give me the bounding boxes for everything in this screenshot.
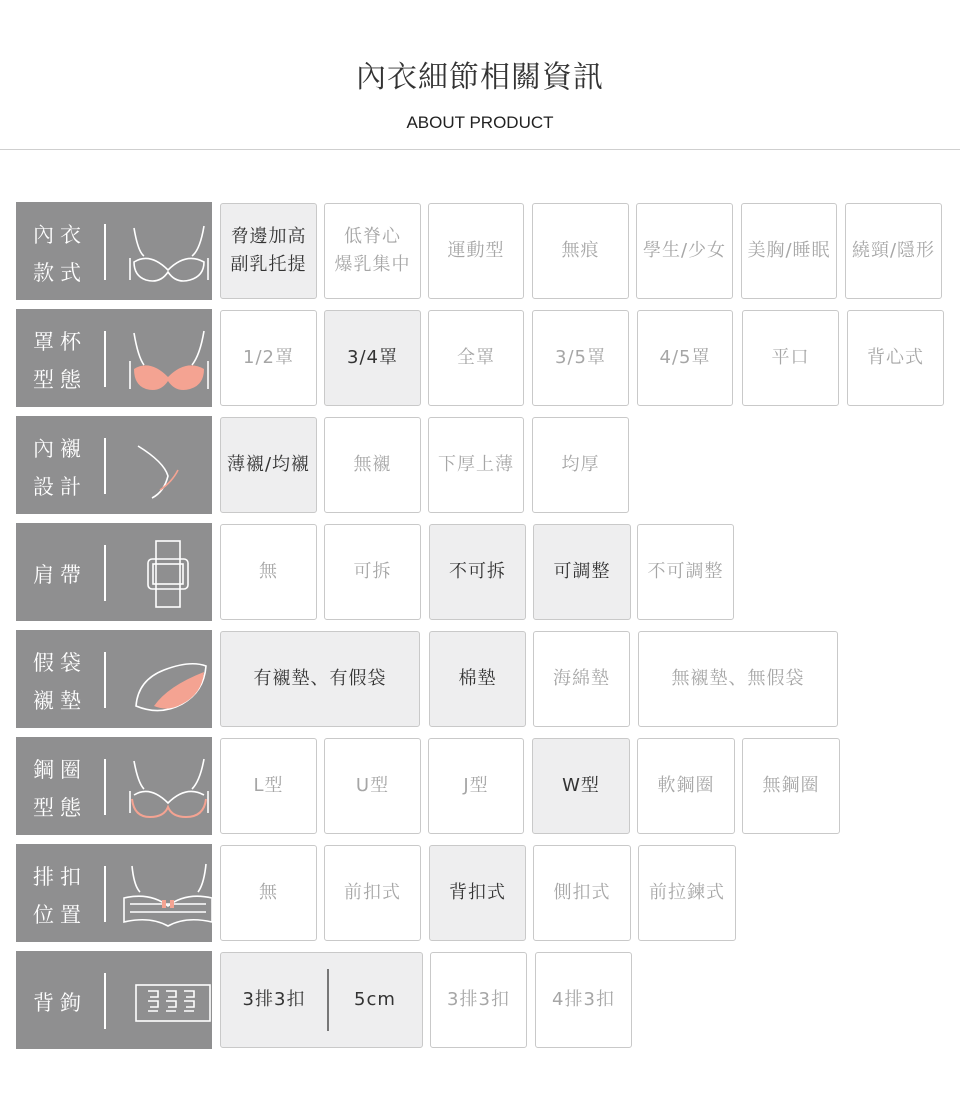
option-cell	[533, 631, 630, 727]
option-cell	[220, 310, 317, 406]
option-cell	[845, 203, 942, 299]
row-header-divider	[104, 759, 106, 815]
option-cell	[428, 310, 524, 406]
row-header	[16, 844, 212, 942]
bra-cup-coverage-icon	[120, 325, 216, 395]
row-header	[16, 737, 212, 835]
option-cell	[638, 631, 838, 727]
option-text: 薄襯/均襯	[226, 454, 311, 475]
row-label: 罩杯	[33, 330, 87, 354]
row-label: 假袋	[33, 651, 87, 675]
option-cell	[847, 310, 944, 406]
page-subtitle: ABOUT PRODUCT	[406, 113, 554, 132]
bra-outline-icon	[120, 218, 216, 288]
option-text: 背扣式	[449, 882, 506, 903]
option-text: J型	[463, 775, 489, 796]
option-cell	[324, 738, 421, 834]
option-cell	[532, 417, 629, 513]
option-cell	[324, 310, 421, 406]
row-header-divider	[104, 652, 106, 708]
option-cell	[220, 845, 317, 941]
row-header	[16, 951, 212, 1049]
option-text: 有襯墊、有假袋	[253, 668, 387, 689]
option-cell	[430, 952, 527, 1048]
option-text: 美胸/睡眠	[747, 240, 831, 261]
page-title: 內衣細節相關資訊	[356, 60, 604, 95]
option-cell	[220, 738, 317, 834]
option-text: 無	[259, 561, 278, 582]
row-header-divider	[104, 331, 106, 387]
option-cell	[428, 738, 524, 834]
option-text: 可調整	[553, 561, 611, 582]
option-text: 運動型	[447, 240, 505, 261]
option-text: U型	[355, 775, 390, 796]
cup-lining-profile-icon	[120, 432, 216, 502]
option-text: 3排3扣	[447, 989, 510, 1010]
option-cell	[742, 310, 839, 406]
option-text: 背心式	[867, 347, 924, 368]
option-text: 1/2罩	[243, 347, 294, 368]
option-cell	[535, 952, 632, 1048]
option-text: 無襯	[353, 454, 392, 475]
option-cell	[638, 845, 736, 941]
row-header	[16, 309, 212, 407]
option-cell	[220, 631, 420, 727]
option-cell	[533, 845, 631, 941]
row-label: 肩帶	[33, 563, 87, 587]
option-text: 前拉鍊式	[649, 882, 725, 903]
option-text: 3/5罩	[555, 347, 606, 368]
option-cell	[429, 524, 526, 620]
option-text: 不可調整	[647, 561, 724, 582]
row-label: 內衣	[33, 223, 87, 247]
row-label: 襯墊	[33, 689, 87, 713]
option-text: 無鋼圈	[762, 775, 820, 796]
clasp-position-icon	[120, 860, 216, 930]
option-text: 下厚上薄	[438, 454, 514, 475]
option-cell	[637, 310, 733, 406]
row-header	[16, 523, 212, 621]
option-text: 平口	[771, 347, 810, 368]
option-cell	[533, 524, 631, 620]
option-text: 棉墊	[458, 668, 497, 689]
row-label: 鋼圈	[33, 758, 87, 782]
row-label: 背鉤	[33, 991, 87, 1015]
back-hook-icon	[120, 967, 216, 1037]
header-divider	[0, 149, 960, 150]
option-text: 可拆	[353, 561, 392, 582]
option-cell	[324, 203, 421, 299]
option-text: 無痕	[561, 240, 600, 261]
row-header-divider	[104, 866, 106, 922]
row-label: 款式	[33, 261, 87, 285]
option-cell	[428, 203, 524, 299]
option-cell	[532, 203, 629, 299]
option-cell	[220, 203, 317, 299]
option-text: 不可拆	[449, 561, 506, 582]
row-label: 內襯	[33, 437, 87, 461]
row-label: 位置	[33, 903, 87, 927]
row-label: 型態	[33, 368, 87, 392]
option-text: 海綿墊	[553, 668, 610, 689]
option-cell	[636, 203, 733, 299]
underwire-icon	[120, 753, 216, 823]
option-text: 4/5罩	[659, 347, 711, 368]
row-header-divider	[104, 973, 106, 1029]
option-text: 軟鋼圈	[657, 775, 715, 796]
option-cell	[532, 310, 629, 406]
option-text: 前扣式	[344, 882, 401, 903]
pad-insert-icon	[120, 646, 216, 716]
option-text: 脅邊加高	[230, 226, 307, 247]
option-cell	[429, 845, 526, 941]
option-text: 無	[259, 882, 278, 903]
option-text: L型	[253, 775, 284, 796]
option-cell	[324, 417, 421, 513]
option-text: 全罩	[457, 347, 495, 368]
option-text: 5cm	[354, 989, 396, 1010]
option-cell	[742, 738, 840, 834]
option-cell	[741, 203, 837, 299]
option-cell	[220, 524, 317, 620]
option-cell	[324, 524, 421, 620]
option-cell	[324, 845, 421, 941]
row-label: 排扣	[33, 865, 87, 889]
option-cell	[429, 631, 526, 727]
option-text: 均厚	[561, 454, 600, 475]
row-header	[16, 202, 212, 300]
row-label: 型態	[33, 796, 87, 820]
option-cell	[532, 738, 630, 834]
option-text: 爆乳集中	[334, 254, 411, 275]
option-text: 無襯墊、無假袋	[671, 668, 805, 689]
row-header-divider	[104, 438, 106, 494]
option-text: 3/4罩	[347, 347, 398, 368]
row-header	[16, 630, 212, 728]
option-text: 繞頸/隱形	[851, 240, 936, 261]
option-text: 低脊心	[344, 226, 401, 247]
option-text: W型	[562, 775, 600, 796]
option-text: 副乳托提	[230, 254, 307, 275]
option-cell	[428, 417, 524, 513]
row-label: 設計	[33, 475, 87, 499]
option-cell	[637, 524, 734, 620]
row-header	[16, 416, 212, 514]
row-header-divider	[104, 545, 106, 601]
option-text: 3排3扣	[242, 989, 306, 1010]
option-cell	[220, 417, 317, 513]
option-text: 側扣式	[553, 882, 611, 903]
option-text: 學生/少女	[642, 240, 727, 261]
row-header-divider	[104, 224, 106, 280]
option-cell	[220, 952, 423, 1048]
shoulder-strap-icon	[120, 539, 216, 609]
option-text: 4排3扣	[552, 989, 615, 1010]
option-cell	[637, 738, 735, 834]
